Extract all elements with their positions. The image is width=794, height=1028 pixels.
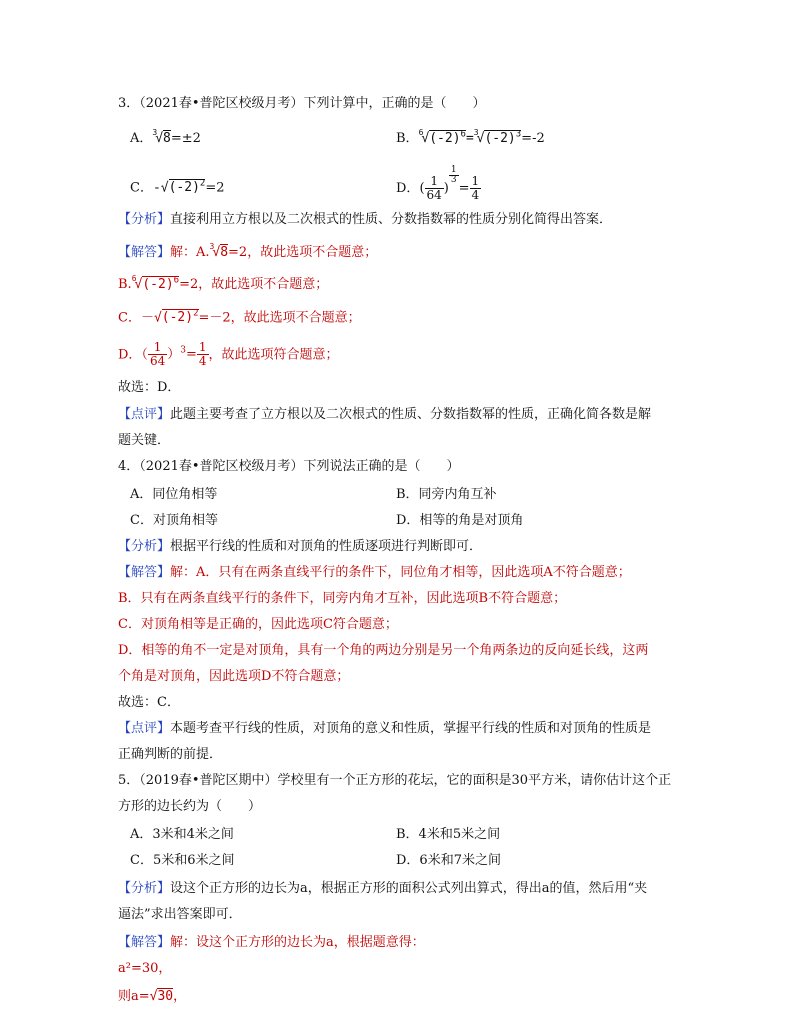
q4-stem: 4．（2021春•普陀区校级月考）下列说法正确的是（ ）	[118, 459, 460, 474]
q5-option-c: C．5米和6米之间	[130, 853, 235, 868]
q3-option-d: D．( $\frac{1}{64}$ ) $\frac{1}{3}$ = $\frac{1}{4}$	[396, 165, 480, 202]
q4-solution-b: B．只有在两条直线平行的条件下，同旁内角才互补，因此选项B不符合题意；	[118, 591, 567, 606]
q4-option-b: B．同旁内角互补	[396, 487, 497, 502]
q5-stem: 5．（2019春•普陀区期中）学校里有一个正方形的花坛，它的面积是30平方米，请你估计这个正	[118, 773, 672, 788]
q5-equation-2: 则a=√30，	[118, 989, 187, 1004]
cube-root-8: $^3$√8	[152, 128, 171, 146]
q5-solution: 【解答】解：设这个正方形的边长为a，根据题意得：	[118, 935, 425, 950]
q4-option-a: A．同位角相等	[130, 487, 218, 502]
q4-option-c: C．对顶角相等	[130, 513, 218, 528]
q3-stem: 3．（2021春•普陀区校级月考）下列计算中，正确的是（ ）	[118, 96, 486, 111]
q3-option-a: A．$^3$√8=±2	[130, 128, 201, 146]
q5-equation-1: a²=30，	[118, 961, 172, 976]
q5-option-a: A．3米和4米之间	[130, 827, 234, 842]
q5-analysis: 【分析】设这个正方形的边长为a，根据正方形的面积公式列出算式，得出a的值，然后用“夹	[118, 881, 648, 896]
q3-analysis: 【分析】直接利用立方根以及二次根式的性质、分数指数幂的性质分别化简得出答案．	[118, 212, 613, 227]
q3-comment: 【点评】此题主要考查了立方根以及二次根式的性质、分数指数幂的性质，正确化简各数是解	[118, 407, 652, 422]
q3-answer: 故选：D．	[118, 380, 181, 395]
q4-solution-a: 【解答】解：A．只有在两条直线平行的条件下，同位角才相等，因此选项A不符合题意；	[118, 565, 631, 580]
q4-comment: 【点评】本题考查平行线的性质，对顶角的意义和性质，掌握平行线的性质和对顶角的性质是	[118, 721, 652, 736]
q3-solution-c: C．$-√(-2)^2=-2$，故此选项不合题意；	[118, 309, 361, 326]
q4-answer: 故选：C．	[118, 695, 180, 710]
q5-analysis-cont: 逼法”求出答案即可．	[118, 907, 242, 922]
q4-option-d: D．相等的角是对顶角	[396, 513, 524, 528]
q3-solution-a: 【解答】解：A.$^3$√8=2，故此选项不合题意；	[118, 242, 378, 260]
q3-option-b: B．$^6√(-2)^6=^3√(-2)^3=-2$	[396, 128, 545, 146]
q5-stem-cont: 方形的边长约为（ ）	[118, 799, 262, 814]
q5-option-b: B．4米和5米之间	[396, 827, 501, 842]
q3-option-c: C．$-√(-2)^2=2$	[130, 179, 225, 196]
q4-solution-d: D．相等的角不一定是对顶角，具有一个角的两边分别是另一个角两条边的反向延长线，这两	[118, 643, 649, 658]
q5-option-d: D．6米和7米之间	[396, 853, 501, 868]
q4-solution-d-cont: 个角是对顶角，因此选项D不符合题意；	[118, 669, 350, 684]
q4-solution-c: C．对顶角相等是正确的，因此选项C符合题意；	[118, 617, 398, 632]
q3-solution-d: D．（ $\frac{1}{64}$ ）$^3$= $\frac{1}{4}$ ，故此选项符合题意；	[118, 340, 339, 369]
q3-solution-b: $B.^6√(-2)^6=2$，故此选项不合题意；	[118, 274, 329, 292]
q4-analysis: 【分析】根据平行线的性质和对顶角的性质逐项进行判断即可．	[118, 539, 483, 554]
q3-comment-cont: 题关键．	[118, 433, 171, 448]
q4-comment-cont: 正确判断的前提．	[118, 747, 223, 762]
